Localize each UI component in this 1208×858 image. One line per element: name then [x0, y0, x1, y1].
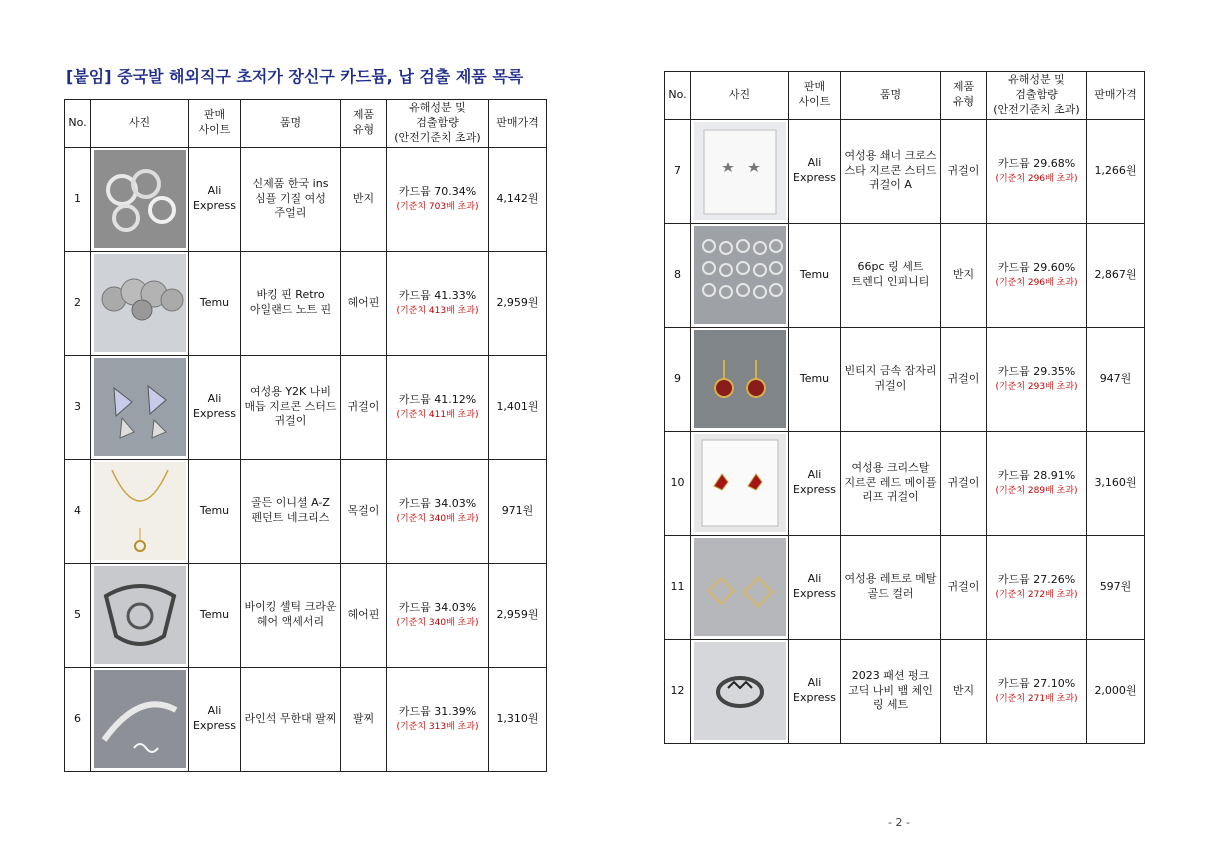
exceed-ratio: (기준치 296배 초과) [995, 278, 1078, 289]
product-price: 2,867원 [1087, 223, 1145, 327]
content-value: 카드뮴 41.12% [398, 392, 477, 406]
product-price: 1,266원 [1087, 119, 1145, 223]
product-photo-cell [691, 223, 789, 327]
sales-site: Ali Express [789, 119, 841, 223]
product-photo-cell [691, 431, 789, 535]
header-site: 판매 사이트 [189, 100, 241, 148]
exceed-ratio: (기준치 413배 초과) [396, 306, 479, 317]
product-photo-cell [91, 667, 189, 771]
necklace-photo [94, 462, 186, 560]
product-table-right [664, 71, 1145, 744]
exceed-ratio: (기준치 411배 초과) [396, 410, 479, 421]
product-name: 빈티지 금속 잠자리 귀걸이 [841, 327, 941, 431]
product-photo-cell [91, 459, 189, 563]
exceed-ratio: (기준치 272배 초과) [995, 590, 1078, 601]
hazard-content [987, 223, 1087, 327]
product-price: 2,959원 [489, 563, 547, 667]
header-no: No. [65, 100, 91, 148]
row-number: 3 [65, 355, 91, 459]
hazard-content [987, 431, 1087, 535]
table-row [65, 147, 547, 251]
header-type: 제품 유형 [341, 100, 387, 148]
row-number: 2 [65, 251, 91, 355]
sales-site: Ali Express [789, 639, 841, 743]
table-row [665, 119, 1145, 223]
product-photo-cell [691, 327, 789, 431]
maple-earring-photo [694, 434, 786, 532]
product-price: 947원 [1087, 327, 1145, 431]
row-number: 7 [665, 119, 691, 223]
content-value: 카드뮴 29.68% [997, 156, 1076, 170]
product-type: 귀걸이 [941, 535, 987, 639]
page-title: [붙임] 중국발 해외직구 초저가 장신구 카드뮴, 납 검출 제품 목록 [66, 67, 524, 86]
row-number: 12 [665, 639, 691, 743]
header-type: 제품 유형 [941, 72, 987, 120]
row-number: 1 [65, 147, 91, 251]
table-row [665, 639, 1145, 743]
product-type: 목걸이 [341, 459, 387, 563]
header-name: 품명 [841, 72, 941, 120]
sales-site: Ali Express [189, 147, 241, 251]
content-value: 카드뮴 29.60% [997, 260, 1076, 274]
table-row [665, 431, 1145, 535]
product-price: 4,142원 [489, 147, 547, 251]
hazard-content [387, 355, 489, 459]
star-earring-photo [694, 122, 786, 220]
exceed-ratio: (기준치 703배 초과) [396, 202, 479, 213]
hazard-content [387, 667, 489, 771]
gothic-ring-photo [694, 642, 786, 740]
sales-site: Temu [189, 459, 241, 563]
product-price: 1,401원 [489, 355, 547, 459]
content-value: 카드뮴 28.91% [997, 468, 1076, 482]
hazard-content [987, 639, 1087, 743]
product-name: 여성용 레트로 메탈 골드 컬러 [841, 535, 941, 639]
product-type: 반지 [941, 223, 987, 327]
content-value: 카드뮴 31.39% [398, 704, 477, 718]
table-row [665, 327, 1145, 431]
product-photo-cell [691, 119, 789, 223]
sales-site: Ali Express [189, 355, 241, 459]
hazard-content [987, 327, 1087, 431]
table-row [65, 667, 547, 771]
product-type: 귀걸이 [941, 327, 987, 431]
product-name: 여성용 Y2K 나비 매듭 지르콘 스터드 귀걸이 [241, 355, 341, 459]
sales-site: Ali Express [189, 667, 241, 771]
sales-site: Temu [789, 223, 841, 327]
row-number: 8 [665, 223, 691, 327]
product-price: 3,160원 [1087, 431, 1145, 535]
table-row [65, 251, 547, 355]
product-name: 2023 패션 펑크 고딕 나비 뱀 체인 링 세트 [841, 639, 941, 743]
row-number: 9 [665, 327, 691, 431]
exceed-ratio: (기준치 340배 초과) [396, 514, 479, 525]
exceed-ratio: (기준치 313배 초과) [396, 722, 479, 733]
butterfly-earring-photo [94, 358, 186, 456]
dragonfly-earring-photo [694, 330, 786, 428]
product-type: 팔찌 [341, 667, 387, 771]
product-photo-cell [691, 639, 789, 743]
content-value: 카드뮴 27.10% [997, 676, 1076, 690]
sales-site: Ali Express [789, 431, 841, 535]
product-price: 2,000원 [1087, 639, 1145, 743]
product-type: 헤어핀 [341, 563, 387, 667]
header-photo: 사진 [91, 100, 189, 148]
celtic-hairpin-photo [94, 566, 186, 664]
product-type: 귀걸이 [341, 355, 387, 459]
product-type: 반지 [941, 639, 987, 743]
table-row [665, 535, 1145, 639]
content-value: 카드뮴 29.35% [997, 364, 1076, 378]
table-row [65, 459, 547, 563]
product-photo-cell [91, 147, 189, 251]
product-name: 바이킹 셀틱 크라운 헤어 액세서리 [241, 563, 341, 667]
content-value: 카드뮴 34.03% [398, 600, 477, 614]
content-value: 카드뮴 41.33% [398, 288, 477, 302]
header-content: 유해성분 및 검출함량 (안전기준치 초과) [387, 100, 489, 148]
product-name: 바킹 핀 Retro 아일랜드 노트 핀 [241, 251, 341, 355]
product-name: 라인석 무한대 팔찌 [241, 667, 341, 771]
sales-site: Temu [189, 563, 241, 667]
sales-site: Temu [789, 327, 841, 431]
table-row [65, 355, 547, 459]
product-photo-cell [91, 355, 189, 459]
exceed-ratio: (기준치 289배 초과) [995, 486, 1078, 497]
table-header-row [65, 100, 547, 148]
ring-66-set-photo [694, 226, 786, 324]
exceed-ratio: (기준치 271배 초과) [995, 694, 1078, 705]
product-type: 귀걸이 [941, 119, 987, 223]
product-price: 597원 [1087, 535, 1145, 639]
product-price: 971원 [489, 459, 547, 563]
product-name: 여성용 쇄너 크로스 스타 지르콘 스터드 귀걸이 A [841, 119, 941, 223]
table-header-row [665, 72, 1145, 120]
content-value: 카드뮴 34.03% [398, 496, 477, 510]
ring-set-photo [94, 150, 186, 248]
product-photo-cell [691, 535, 789, 639]
table-row [65, 563, 547, 667]
header-site: 판매 사이트 [789, 72, 841, 120]
hazard-content [987, 535, 1087, 639]
exceed-ratio: (기준치 340배 초과) [396, 618, 479, 629]
product-photo-cell [91, 251, 189, 355]
header-photo: 사진 [691, 72, 789, 120]
product-photo-cell [91, 563, 189, 667]
bracelet-photo [94, 670, 186, 768]
row-number: 11 [665, 535, 691, 639]
hazard-content [387, 459, 489, 563]
header-no: No. [665, 72, 691, 120]
product-price: 2,959원 [489, 251, 547, 355]
row-number: 10 [665, 431, 691, 535]
page-number: - 2 - [888, 816, 910, 829]
product-type: 반지 [341, 147, 387, 251]
exceed-ratio: (기준치 296배 초과) [995, 174, 1078, 185]
product-type: 헤어핀 [341, 251, 387, 355]
product-table-left [64, 99, 547, 772]
header-content: 유해성분 및 검출함량 (안전기준치 초과) [987, 72, 1087, 120]
row-number: 6 [65, 667, 91, 771]
hazard-content [987, 119, 1087, 223]
exceed-ratio: (기준치 293배 초과) [995, 382, 1078, 393]
header-price: 판매가격 [1087, 72, 1145, 120]
hazard-content [387, 147, 489, 251]
table-row [665, 223, 1145, 327]
product-type: 귀걸이 [941, 431, 987, 535]
product-price: 1,310원 [489, 667, 547, 771]
row-number: 4 [65, 459, 91, 563]
product-name: 66pc 링 세트 트렌디 인피니티 [841, 223, 941, 327]
product-name: 여성용 크리스탈 지르콘 레드 메이플 리프 귀걸이 [841, 431, 941, 535]
header-price: 판매가격 [489, 100, 547, 148]
product-name: 골든 이니셜 A-Z 펜던트 네크리스 [241, 459, 341, 563]
row-number: 5 [65, 563, 91, 667]
product-name: 신제품 한국 ins 심플 기질 여성 주얼리 [241, 147, 341, 251]
sales-site: Ali Express [789, 535, 841, 639]
content-value: 카드뮴 27.26% [997, 572, 1076, 586]
content-value: 카드뮴 70.34% [398, 184, 477, 198]
hazard-content [387, 251, 489, 355]
hazard-content [387, 563, 489, 667]
flower-hairpin-photo [94, 254, 186, 352]
square-earring-photo [694, 538, 786, 636]
header-name: 품명 [241, 100, 341, 148]
sales-site: Temu [189, 251, 241, 355]
